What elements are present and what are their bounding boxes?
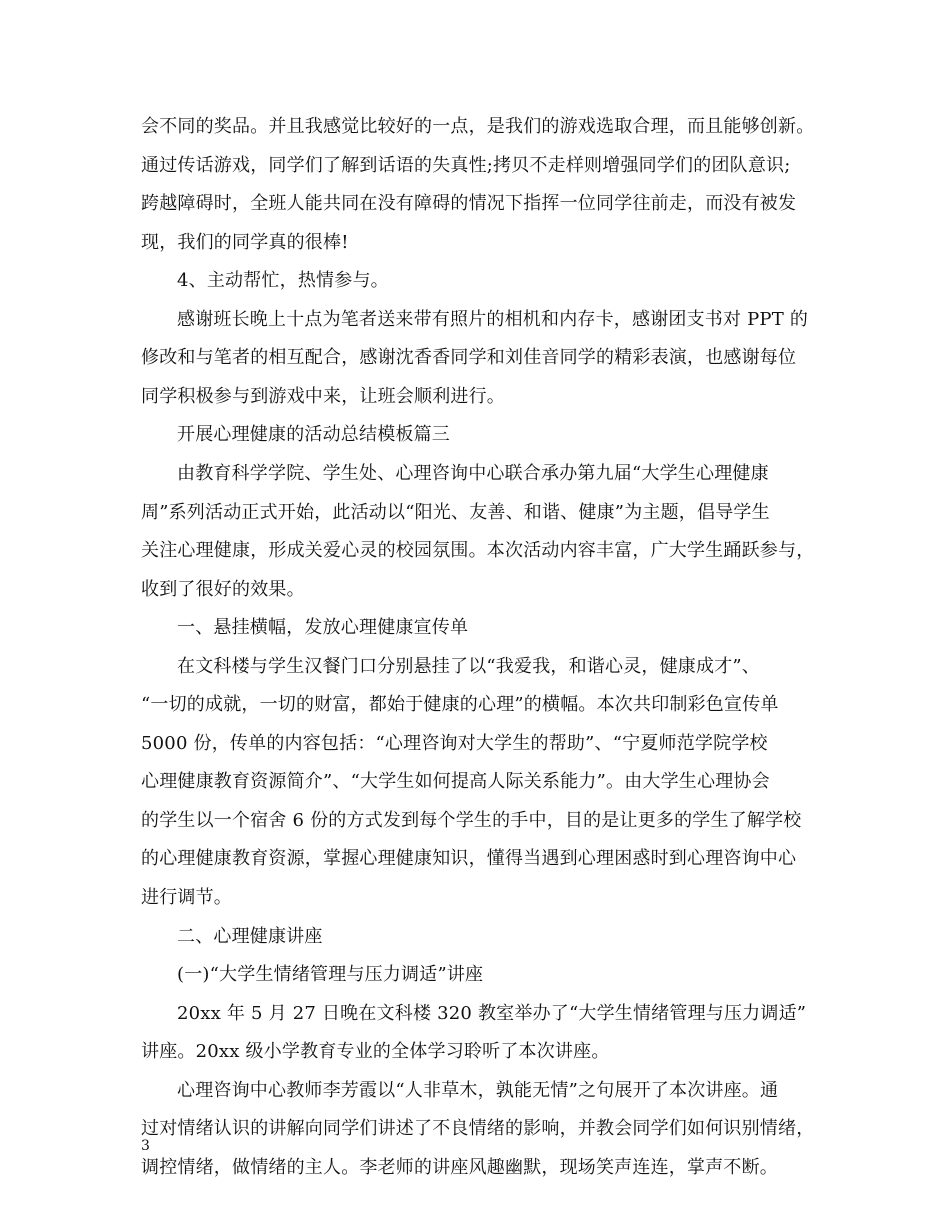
text-line: 进行调节。 [141,887,232,908]
text-line: (一)“大学生情绪管理与压力调适”讲座 [177,964,484,985]
text-line: 感谢班长晚上十点为笔者送来带有照片的相机和内存卡，感谢团支书对 PPT 的 [177,309,809,330]
text-line: 开展心理健康的活动总结模板篇三 [177,424,450,445]
text-line: 心理咨询中心教师李芳霞以“人非草木，孰能无情”之句展开了本次讲座。通 [177,1080,779,1101]
text-line: 在文科楼与学生汉餐门口分别悬挂了以“我爱我，和谐心灵，健康成才”、 [177,656,761,677]
text-line: 同学积极参与到游戏中来，让班会顺利进行。 [141,386,505,407]
text-line: 过对情绪认识的讲解向同学们讲述了不良情绪的影响，并教会同学们如何识别情绪， [141,1118,815,1139]
text-line: 现，我们的同学真的很棒! [141,232,349,253]
text-line: 一、悬挂横幅，发放心理健康宣传单 [177,617,469,638]
text-line: 心理健康教育资源简介”、“大学生如何提高人际关系能力”。由大学生心理协会 [141,771,770,792]
text-line: “一切的成就，一切的财富，都始于健康的心理”的横幅。本次共印制彩色宣传单 [141,694,779,715]
text-line: 收到了很好的效果。 [141,579,305,600]
text-line: 的心理健康教育资源，掌握心理健康知识，懂得当遇到心理困惑时到心理咨询中心 [141,848,797,869]
text-line: 调控情绪，做情绪的主人。李老师的讲座风趣幽默，现场笑声连连，掌声不断。 [141,1157,778,1178]
text-line: 讲座。20xx 级小学教育专业的全体学习聆听了本次讲座。 [141,1041,610,1062]
text-line: 跨越障碍时，全班人能共同在没有障碍的情况下指挥一位同学往前走，而没有被发 [141,193,797,214]
text-line: 会不同的奖品。并且我感觉比较好的一点，是我们的游戏选取合理，而且能够创新。 [141,116,815,137]
text-line: 的学生以一个宿舍 6 份的方式发到每个学生的手中，目的是让更多的学生了解学校 [141,810,802,831]
text-line: 由教育科学学院、学生处、心理咨询中心联合承办第九届“大学生心理健康 [177,463,769,484]
text-line: 20xx 年 5 月 27 日晚在文科楼 320 教室举办了“大学生情绪管理与压力调适” [177,1003,807,1024]
text-line: 关注心理健康，形成关爱心灵的校园氛围。本次活动内容丰富，广大学生踊跃参与， [141,540,815,561]
text-line: 修改和与笔者的相互配合，感谢沈香香同学和刘佳音同学的精彩表演，也感谢每位 [141,347,797,368]
text-line: 二、心理健康讲座 [177,926,323,947]
text-line: 周”系列活动正式开始，此活动以“阳光、友善、和谐、健康”为主题，倡导学生 [141,502,770,523]
page-number: 3 [141,1138,150,1154]
text-line: 5000 份，传单的内容包括：“心理咨询对大学生的帮助”、“宁夏师范学院学校 [141,733,768,754]
text-line: 4、主动帮忙，热情参与。 [177,270,389,291]
text-line: 通过传话游戏，同学们了解到话语的失真性;拷贝不走样则增强同学们的团队意识; [141,155,791,176]
